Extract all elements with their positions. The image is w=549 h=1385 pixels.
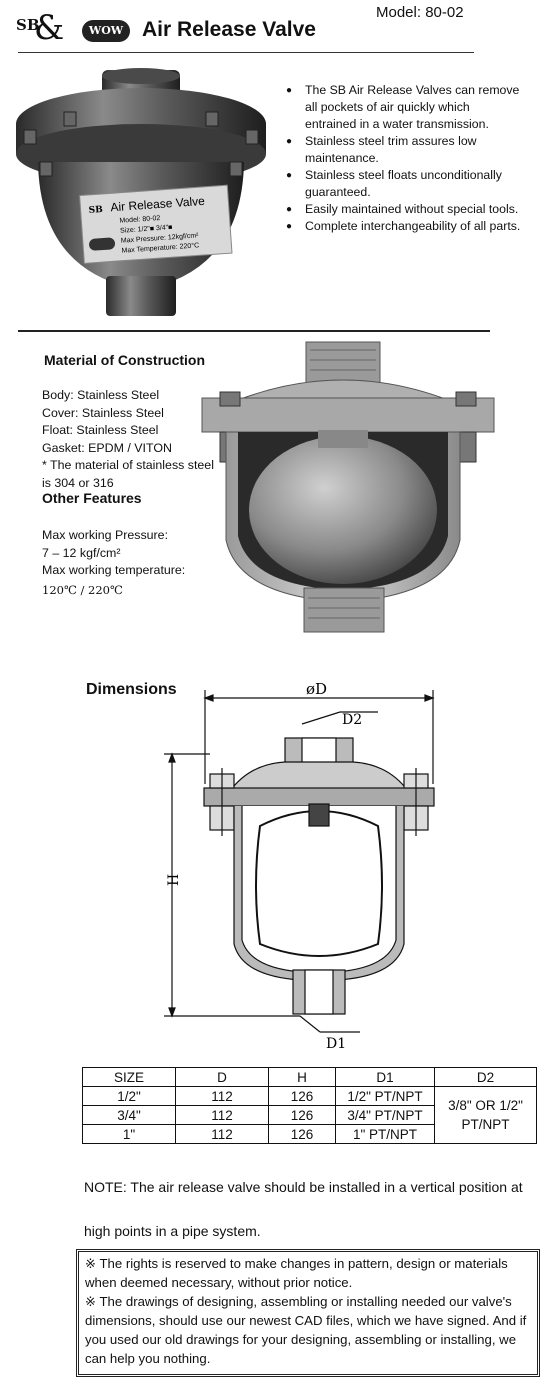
label-D: øD [306,680,328,698]
feature-item: ● Easily maintained without special tools. [288,201,523,218]
cell: 126 [269,1125,336,1144]
feature-item: ● Stainless steel trim assures low maintenance. [288,133,523,167]
cutaway-photo [198,340,498,635]
valve-label-plate [80,185,232,263]
cell: 1/2" [83,1087,176,1106]
table-row [83,1087,537,1106]
material-line: Body: Stainless Steel [42,388,160,402]
model-number: Model: 80-02 [376,4,464,21]
material-line: Float: Stainless Steel [42,423,159,437]
label-H: H [166,873,182,886]
cell-d2-merged: 3/8" OR 1/2" PT/NPT [435,1087,537,1144]
material-line: * The material of stainless steel [42,458,214,472]
cell: 1/2" PT/NPT [336,1087,435,1106]
logo-ampersand: & [34,8,65,48]
rights-paragraph: ※ The rights is reserved to make changes in pattern, design or materials when deemed necessary, without prior notice. [85,1256,508,1290]
label-D2: D2 [342,712,363,728]
other-line: Max working temperature: [42,563,186,577]
logo-wow: WOW [82,20,130,42]
cell: 126 [269,1087,336,1106]
svg-text:SB: SB [88,204,104,216]
valve-photo [10,62,278,324]
material-line: is 304 or 316 [42,475,114,490]
cell: 112 [176,1106,269,1125]
col-d1: D1 [336,1068,435,1087]
temperature-values: 120℃ / 220℃ [42,583,123,597]
header-divider [18,52,474,53]
rights-paragraph: ※ The drawings of designing, assembling or installing needed our valve's dimensions, should use our newest CAD files, which we have signed. And if you used our old drawings for your designing, assembling or installing, we can help you nothing. [85,1294,527,1366]
logo-sb: SB [16,16,40,34]
table-header-row [83,1068,537,1087]
col-size: SIZE [83,1068,176,1087]
material-line: Gasket: EPDM / VITON [42,440,172,455]
cell: 1" [83,1125,176,1144]
page-title: Air Release Valve [142,18,316,41]
cell: 1" PT/NPT [336,1125,435,1144]
cell: 3/4" PT/NPT [336,1106,435,1125]
other-line: 7 – 12 kgf/cm² [42,545,121,560]
dimensions-heading: Dimensions [86,681,177,698]
material-heading: Material of Construction [44,352,206,368]
feature-list [288,82,523,235]
dimension-drawing [150,676,450,1056]
other-features-heading: Other Features [42,490,142,506]
dimensions-table [82,1067,537,1144]
col-h: H [269,1068,336,1087]
material-list [42,387,214,492]
feature-item: ● The SB Air Release Valves can remove all pockets of air quickly which entrained in a water transmission. [288,82,523,133]
svg-text:Size: 1/2"■ 3/4"■: Size: 1/2"■ 3/4"■ [119,224,173,235]
rights-notice [76,1249,540,1377]
other-features-list [42,527,185,580]
cell: 112 [176,1087,269,1106]
label-D1: D1 [326,1036,347,1052]
svg-text:Air Release Valve: Air Release Valve [110,193,206,215]
cell: 126 [269,1106,336,1125]
cell: 112 [176,1125,269,1144]
svg-text:Max Temperature: 220°C: Max Temperature: 220°C [121,242,200,255]
svg-text:Max Pressure: 12kgf/cm²: Max Pressure: 12kgf/cm² [120,232,199,245]
section-divider [18,330,490,332]
col-d: D [176,1068,269,1087]
feature-item: ● Complete interchangeability of all parts. [288,218,523,235]
col-d2: D2 [435,1068,537,1087]
material-line: Cover: Stainless Steel [42,405,164,420]
other-line: Max working Pressure: [42,528,169,542]
cell: 3/4" [83,1106,176,1125]
svg-text:Model: 80-02: Model: 80-02 [119,214,161,225]
installation-note: NOTE: The air release valve should be installed in a vertical position at high points in a pipe system. [84,1179,523,1239]
feature-item: ● Stainless steel floats unconditionally guaranteed. [288,167,523,201]
